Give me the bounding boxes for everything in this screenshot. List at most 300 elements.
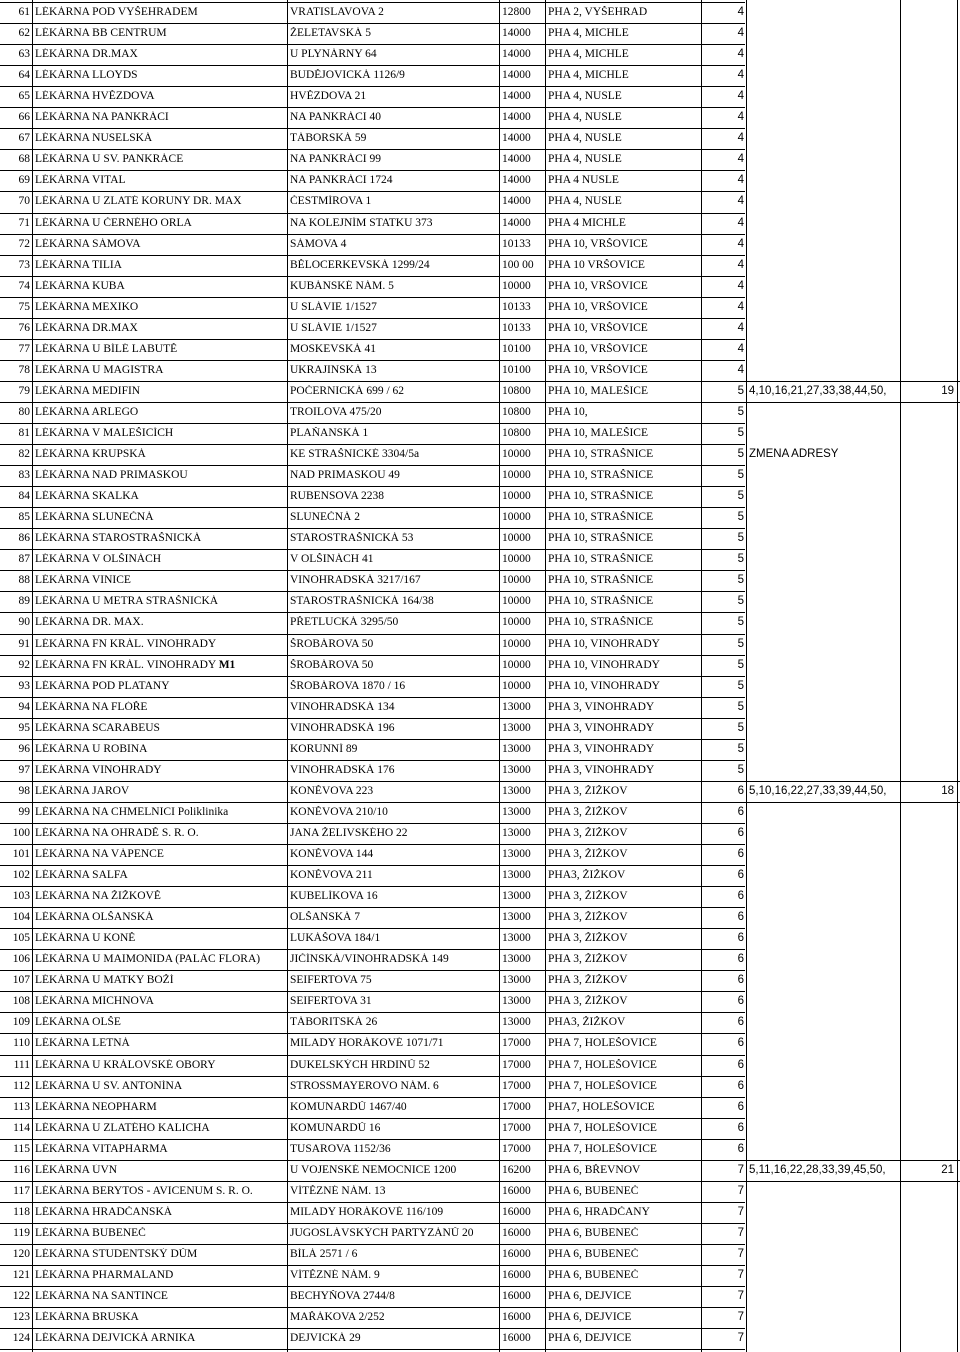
postal-code: 12800 [502, 6, 531, 18]
street-address: BĚLOCERKEVSKÁ 1299/24 [290, 258, 430, 271]
group-number: 6 [737, 953, 744, 966]
pharmacy-name: LÉKÁRNA DR.MAX [35, 321, 138, 334]
table-row [0, 487, 960, 508]
row-number: 66 [18, 111, 30, 124]
row-number: 75 [18, 300, 30, 313]
group-number: 4 [737, 153, 744, 166]
street-address: SLUNEČNÁ 2 [290, 511, 360, 524]
row-number: 62 [18, 27, 30, 40]
table-row [0, 887, 960, 908]
group-number: 6 [737, 911, 744, 924]
group-number: 5 [737, 763, 744, 776]
group-number: 7 [737, 1205, 744, 1218]
row-number: 76 [18, 321, 30, 334]
street-address: KONĚVOVA 144 [290, 848, 374, 860]
postal-code: 16000 [502, 1205, 531, 1218]
group-number: 4 [737, 300, 744, 313]
postal-code: 10133 [502, 300, 531, 313]
postal-code: 10133 [502, 237, 531, 250]
district: PHA 2, VYŠEHRAD [548, 6, 648, 18]
street-address: KUBÁNSKÉ NÁM. 5 [290, 279, 394, 292]
street-address: KUBELÍKOVA 16 [290, 890, 378, 903]
table-row [0, 277, 960, 298]
pharmacy-name: LÉKÁRNA U SV. PANKRÁCE [35, 153, 184, 166]
postal-code: 100 00 [502, 258, 534, 271]
street-address: STROSSMAYEROVO NÁM. 6 [290, 1079, 439, 1092]
note-cell: 4,10,16,21,27,33,38,44,50, [749, 384, 887, 397]
row-number: 61 [18, 6, 30, 18]
postal-code: 13000 [502, 995, 531, 1008]
street-address: SEIFERTOVA 75 [290, 974, 372, 987]
group-number: 6 [737, 869, 744, 882]
table-row [0, 656, 960, 677]
group-number: 6 [737, 1121, 744, 1134]
note-cell: 5,11,16,22,28,33,39,45,50, [749, 1163, 886, 1176]
group-number: 4 [737, 90, 744, 103]
district: PHA 3, VINOHRADY [548, 763, 655, 776]
district: PHA 6, HRADČANY [548, 1205, 650, 1218]
table-row [0, 845, 960, 866]
row-number: 109 [12, 1016, 30, 1029]
group-number: 5 [737, 679, 744, 692]
street-address: STAROSTRAŠNICKÁ 53 [290, 532, 414, 545]
group-number: 5 [737, 574, 744, 587]
group-number: 4 [737, 321, 744, 334]
street-address: MAŘÁKOVA 2/252 [290, 1311, 385, 1324]
table-row [0, 1308, 960, 1329]
group-number: 5 [737, 469, 744, 482]
street-address: NA PANKRÁCI 99 [290, 153, 381, 166]
street-address: NA KOLEJNÍM STATKU 373 [290, 216, 433, 229]
row-number: 99 [18, 805, 30, 818]
row-number: 88 [18, 574, 30, 587]
pharmacy-name: LÉKÁRNA ÚVN [35, 1163, 118, 1176]
district: PHA 3, ŽIŽKOV [548, 784, 628, 797]
pharmacy-name: LÉKÁRNA MICHNOVA [35, 995, 154, 1008]
pharmacy-name: LÉKÁRNA KUBA [35, 279, 125, 292]
table-row [0, 571, 960, 592]
row-number: 73 [18, 258, 30, 271]
postal-code: 13000 [502, 1016, 531, 1029]
postal-code: 16200 [502, 1163, 531, 1176]
pharmacy-name: LÉKÁRNA HRADČANSKÁ [35, 1205, 173, 1218]
row-number: 118 [13, 1205, 30, 1218]
group-number: 5 [737, 658, 744, 671]
street-address: MOSKEVSKÁ 41 [290, 342, 376, 355]
district: PHA 6, BŘEVNOV [548, 1163, 641, 1176]
district: PHA 3, VINOHRADY [548, 721, 655, 734]
district: PHA 10, [548, 405, 588, 418]
table-row [0, 740, 960, 761]
district: PHA3, ŽIŽKOV [548, 869, 626, 882]
table-row [0, 992, 960, 1013]
pharmacy-name: LÉKÁRNA BB CENTRUM [35, 27, 167, 40]
count-cell: 21 [941, 1163, 954, 1176]
street-address: U PLYNÁRNY 64 [290, 48, 377, 61]
row-number: 83 [18, 469, 30, 482]
postal-code: 13000 [502, 805, 531, 818]
street-address: VINOHRADSKÁ 176 [290, 763, 395, 776]
row-number: 117 [13, 1184, 30, 1197]
district: PHA 6, BUBENEČ [548, 1184, 639, 1197]
pharmacy-name: LÉKÁRNA NA SANTINCE [35, 1290, 168, 1303]
row-number: 65 [18, 90, 30, 103]
pharmacy-name: LÉKÁRNA FN KRÁL. VINOHRADY [35, 637, 217, 650]
table-row [0, 803, 960, 824]
group-number: 4 [737, 174, 744, 187]
group-number: 5 [737, 616, 744, 629]
street-address: BECHYŇOVA 2744/8 [290, 1290, 395, 1303]
postal-code: 10000 [502, 658, 531, 671]
pharmacy-name: LÉKÁRNA U ZLATÉHO KALICHA [35, 1121, 210, 1134]
group-number: 5 [737, 427, 744, 439]
table-row [0, 1203, 960, 1224]
pharmacy-name: LÉKÁRNA NAD PRIMASKOU [35, 469, 188, 482]
pharmacy-name: LÉKÁRNA POD VYŠEHRADEM [35, 6, 198, 18]
postal-code: 10000 [502, 553, 531, 566]
row-number: 100 [12, 826, 30, 839]
row-number: 68 [18, 153, 30, 166]
pharmacy-name: LÉKÁRNA BUBENEČ [35, 1226, 146, 1239]
table-row [0, 298, 960, 319]
postal-code: 14000 [502, 132, 531, 145]
district: PHA 4 NUSLE [548, 174, 619, 187]
pharmacy-name: LÉKÁRNA OLŠE [35, 1016, 121, 1029]
group-number: 6 [737, 826, 744, 839]
postal-code: 17000 [502, 1100, 531, 1113]
row-number: 108 [12, 995, 30, 1008]
table-row [0, 1182, 960, 1203]
district: PHA 3, ŽIŽKOV [548, 932, 628, 945]
group-number: 6 [737, 995, 744, 1008]
postal-code: 10800 [502, 427, 531, 439]
pharmacy-name: LÉKÁRNA LLOYDS [35, 69, 138, 82]
table-row [0, 1161, 960, 1182]
table-row [0, 1056, 960, 1077]
table-row [0, 192, 960, 213]
postal-code: 10000 [502, 490, 531, 503]
street-address: ČESTMÍROVA 1 [290, 195, 372, 208]
pharmacy-name: LÉKÁRNA SCARABEUS [35, 721, 160, 734]
pharmacy-name: LÉKÁRNA VITAPHARMA [35, 1142, 168, 1155]
pharmacy-name: LÉKÁRNA SKALKA [35, 490, 139, 503]
table-row [0, 235, 960, 256]
street-address: POČERNICKÁ 699 / 62 [290, 384, 405, 397]
district: PHA 4 MICHLE [548, 216, 626, 229]
table-row [0, 256, 960, 277]
postal-code: 10000 [502, 574, 531, 587]
group-number: 5 [737, 721, 744, 734]
postal-code: 16000 [502, 1290, 531, 1303]
group-number: 7 [737, 1163, 744, 1176]
postal-code: 17000 [502, 1037, 531, 1050]
street-address: NA PANKRÁCI 40 [290, 111, 381, 124]
pharmacy-name: LÉKÁRNA VINICE [35, 574, 131, 587]
street-address: KORUNNÍ 89 [290, 742, 358, 755]
postal-code: 14000 [502, 69, 531, 82]
district: PHA 3, ŽIŽKOV [548, 974, 628, 987]
postal-code: 10800 [502, 405, 531, 418]
postal-code: 16000 [502, 1247, 531, 1260]
pharmacy-name: LÉKÁRNA U SV. ANTONÍNA [35, 1079, 183, 1092]
row-number: 63 [18, 48, 30, 61]
street-address: TUSAROVA 1152/36 [290, 1142, 391, 1155]
group-number: 4 [737, 27, 744, 40]
postal-code: 17000 [502, 1142, 531, 1155]
pharmacy-name: LÉKÁRNA NEOPHARM [35, 1100, 157, 1113]
group-number: 6 [737, 974, 744, 987]
district: PHA 10, VRŠOVICE [548, 279, 648, 292]
table-row [0, 929, 960, 950]
row-divider [0, 1349, 745, 1350]
table-row [0, 1098, 960, 1119]
street-address: TÁBORSKÁ 59 [290, 132, 367, 145]
table-row [0, 677, 960, 698]
district: PHA 7, HOLEŠOVICE [548, 1037, 657, 1050]
district: PHA 3, VINOHRADY [548, 700, 655, 713]
table-row [0, 87, 960, 108]
district: PHA 10, VRŠOVICE [548, 321, 648, 334]
district: PHA 10, MALEŠICE [548, 427, 648, 439]
group-number: 5 [737, 448, 744, 461]
district: PHA 6, DEJVICE [548, 1332, 632, 1345]
pharmacy-name: LÉKÁRNA DEJVICKÁ ARNIKA [35, 1332, 196, 1345]
table-row [0, 108, 960, 129]
postal-code: 16000 [502, 1332, 531, 1345]
postal-code: 13000 [502, 974, 531, 987]
group-number: 4 [737, 111, 744, 124]
group-number: 6 [737, 932, 744, 945]
district: PHA 6, DEJVICE [548, 1311, 632, 1324]
pharmacy-name: LÉKÁRNA U ČERNÉHO ORLA [35, 216, 192, 229]
table-row [0, 445, 960, 466]
group-number: 4 [737, 69, 744, 82]
district: PHA 3, ŽIŽKOV [548, 995, 628, 1008]
group-number: 6 [737, 1016, 744, 1029]
street-address: KONĚVOVA 211 [290, 869, 373, 882]
pharmacy-name: LÉKÁRNA TILIA [35, 258, 122, 271]
group-number: 6 [737, 848, 744, 860]
district: PHA 10, STRAŠNICE [548, 553, 654, 566]
row-number: 69 [18, 174, 30, 187]
postal-code: 14000 [502, 216, 531, 229]
group-number: 5 [737, 742, 744, 755]
group-number: 4 [737, 48, 744, 61]
group-number: 4 [737, 363, 744, 376]
pharmacy-name: LÉKÁRNA PHARMALAND [35, 1269, 174, 1281]
district: PHA 10, STRAŠNICE [548, 511, 654, 524]
street-address: KONĚVOVA 223 [290, 784, 374, 797]
street-address: SEIFERTOVA 31 [290, 995, 372, 1008]
district: PHA 6, BUBENEČ [548, 1226, 639, 1239]
pharmacy-name: LÉKÁRNA U KRÁLOVSKÉ OBORY [35, 1058, 216, 1071]
group-number: 4 [737, 195, 744, 208]
street-address: ŽELETAVSKÁ 5 [290, 27, 371, 40]
table-row [0, 214, 960, 235]
pharmacy-name: LÉKÁRNA VITAL [35, 174, 126, 187]
street-address: HVĚZDOVA 21 [290, 90, 367, 103]
row-number: 98 [18, 784, 30, 797]
row-number: 72 [18, 237, 30, 250]
table-row [0, 150, 960, 171]
postal-code: 10000 [502, 637, 531, 650]
row-number: 115 [13, 1142, 30, 1155]
district: PHA 10, VINOHRADY [548, 637, 660, 650]
postal-code: 13000 [502, 911, 531, 924]
street-address: U SLÁVIE 1/1527 [290, 300, 377, 313]
table-row [0, 1287, 960, 1308]
table-row [0, 424, 960, 445]
district: PHA 3, ŽIŽKOV [548, 953, 628, 966]
street-address: NAD PRIMASKOU 49 [290, 469, 400, 482]
district: PHA 10, VRŠOVICE [548, 363, 648, 376]
pharmacy-name-text: LÉKÁRNA FN KRÁL. VINOHRADY [35, 658, 216, 671]
pharmacy-name: LÉKÁRNA SALFA [35, 869, 128, 882]
postal-code: 14000 [502, 48, 531, 61]
row-number: 80 [18, 405, 30, 418]
district: PHA 10, VRŠOVICE [548, 237, 648, 250]
group-number: 4 [737, 132, 744, 145]
pharmacy-name: LÉKÁRNA V OLŠINÁCH [35, 553, 162, 566]
district: PHA 7, HOLEŠOVICE [548, 1058, 657, 1071]
row-number: 123 [12, 1311, 30, 1324]
district: PHA 3, ŽIŽKOV [548, 911, 628, 924]
table-row [0, 319, 960, 340]
row-number: 111 [13, 1058, 30, 1071]
row-number: 70 [18, 195, 30, 208]
street-address: DEJVICKÁ 29 [290, 1332, 361, 1345]
postal-code: 13000 [502, 784, 531, 797]
table-row [0, 550, 960, 571]
row-number: 103 [12, 890, 30, 903]
group-number: 7 [737, 1332, 744, 1345]
row-number: 85 [18, 511, 30, 524]
street-address: VRATISLAVOVA 2 [290, 6, 384, 18]
district: PHA 10, VINOHRADY [548, 679, 660, 692]
postal-code: 14000 [502, 90, 531, 103]
group-number: 4 [737, 342, 744, 355]
district: PHA 4, MICHLE [548, 69, 629, 82]
table-row [0, 971, 960, 992]
street-address: U VOJENSKÉ NEMOCNICE 1200 [290, 1163, 457, 1176]
row-number: 82 [18, 448, 30, 461]
postal-code: 13000 [502, 826, 531, 839]
street-address: V OLŠINÁCH 41 [290, 553, 374, 566]
district: PHA 7, HOLEŠOVICE [548, 1142, 657, 1155]
pharmacy-name: LÉKÁRNA U BÍLÉ LABUTĚ [35, 342, 178, 355]
pharmacy-name: LÉKÁRNA V MALEŠICÍCH [35, 427, 174, 439]
postal-code: 13000 [502, 953, 531, 966]
postal-code: 10000 [502, 616, 531, 629]
district: PHA 3, ŽIŽKOV [548, 890, 628, 903]
row-number: 105 [12, 932, 30, 945]
district: PHA 7, HOLEŠOVICE [548, 1079, 657, 1092]
district: PHA 10, STRAŠNICE [548, 532, 654, 545]
postal-code: 10000 [502, 532, 531, 545]
postal-code: 10000 [502, 595, 531, 608]
postal-code: 13000 [502, 721, 531, 734]
postal-code: 10000 [502, 511, 531, 524]
street-address: JUGOSLÁVSKÝCH PARTYZÁNŮ 20 [290, 1226, 474, 1239]
postal-code: 14000 [502, 153, 531, 166]
district: PHA 4, NUSLE [548, 153, 622, 166]
district: PHA 10, STRAŠNICE [548, 595, 654, 608]
postal-code: 16000 [502, 1311, 531, 1324]
street-address: ŠROBÁROVA 50 [290, 658, 374, 671]
district: PHA 4, NUSLE [548, 132, 622, 145]
district: PHA 4, NUSLE [548, 111, 622, 124]
street-address: VINOHRADSKÁ 134 [290, 700, 395, 713]
district: PHA 10 VRŠOVICE [548, 258, 645, 271]
group-number: 4 [737, 258, 744, 271]
postal-code: 13000 [502, 932, 531, 945]
street-address: DUKELSKÝCH HRDINŮ 52 [290, 1058, 430, 1071]
group-number: 5 [737, 553, 744, 566]
postal-code: 13000 [502, 869, 531, 882]
group-number: 6 [737, 1037, 744, 1050]
district: PHA 6, BUBENEČ [548, 1247, 639, 1260]
group-number: 7 [737, 1269, 744, 1281]
pharmacy-name-suffix: M1 [218, 658, 236, 671]
district: PHA 4, MICHLE [548, 48, 629, 61]
row-number: 94 [18, 700, 30, 713]
street-address: VINOHRADSKÁ 196 [290, 721, 395, 734]
district: PHA 3, ŽIŽKOV [548, 805, 628, 818]
group-number: 6 [737, 890, 744, 903]
pharmacy-name: LÉKÁRNA NA OHRADĚ S. R. O. [35, 826, 199, 839]
street-address: KOMUNARDŮ 1467/40 [290, 1100, 407, 1113]
pharmacy-name: LÉKÁRNA ARLEGO [35, 405, 139, 418]
group-number: 7 [737, 1226, 744, 1239]
table-row [0, 824, 960, 845]
table-row [0, 1119, 960, 1140]
pharmacy-name: LÉKÁRNA STAROSTRAŠNICKÁ [35, 532, 202, 545]
table-row [0, 361, 960, 382]
district: PHA 6, DEJVICE [548, 1290, 632, 1303]
row-number: 101 [12, 848, 30, 860]
row-number: 110 [13, 1037, 30, 1050]
pharmacy-name: LÉKÁRNA DR. MAX. [35, 616, 144, 629]
table-row [0, 1140, 960, 1161]
postal-code: 14000 [502, 195, 531, 208]
table-row [0, 529, 960, 550]
row-number: 91 [18, 637, 30, 650]
group-number: 4 [737, 6, 744, 18]
group-number: 4 [737, 237, 744, 250]
street-address: VÍTĚZNÉ NÁM. 9 [290, 1269, 380, 1281]
table-row [0, 613, 960, 634]
district: PHA 4, NUSLE [548, 90, 622, 103]
postal-code: 10100 [502, 342, 531, 355]
street-address: PLAŇANSKÁ 1 [290, 427, 369, 439]
row-number: 78 [18, 363, 30, 376]
row-number: 87 [18, 553, 30, 566]
row-number: 79 [18, 384, 30, 397]
group-number: 5 [737, 511, 744, 524]
district: PHA 3, ŽIŽKOV [548, 848, 628, 860]
district: PHA 6, BUBENEČ [548, 1269, 639, 1281]
table-row [0, 403, 960, 424]
table-row [0, 908, 960, 929]
table-row [0, 508, 960, 529]
postal-code: 17000 [502, 1121, 531, 1134]
district: PHA7, HOLEŠOVICE [548, 1100, 655, 1113]
district: PHA3, ŽIŽKOV [548, 1016, 626, 1029]
group-number: 6 [737, 1100, 744, 1113]
district: PHA 10, STRAŠNICE [548, 490, 654, 503]
row-number: 89 [18, 595, 30, 608]
table-row [0, 698, 960, 719]
